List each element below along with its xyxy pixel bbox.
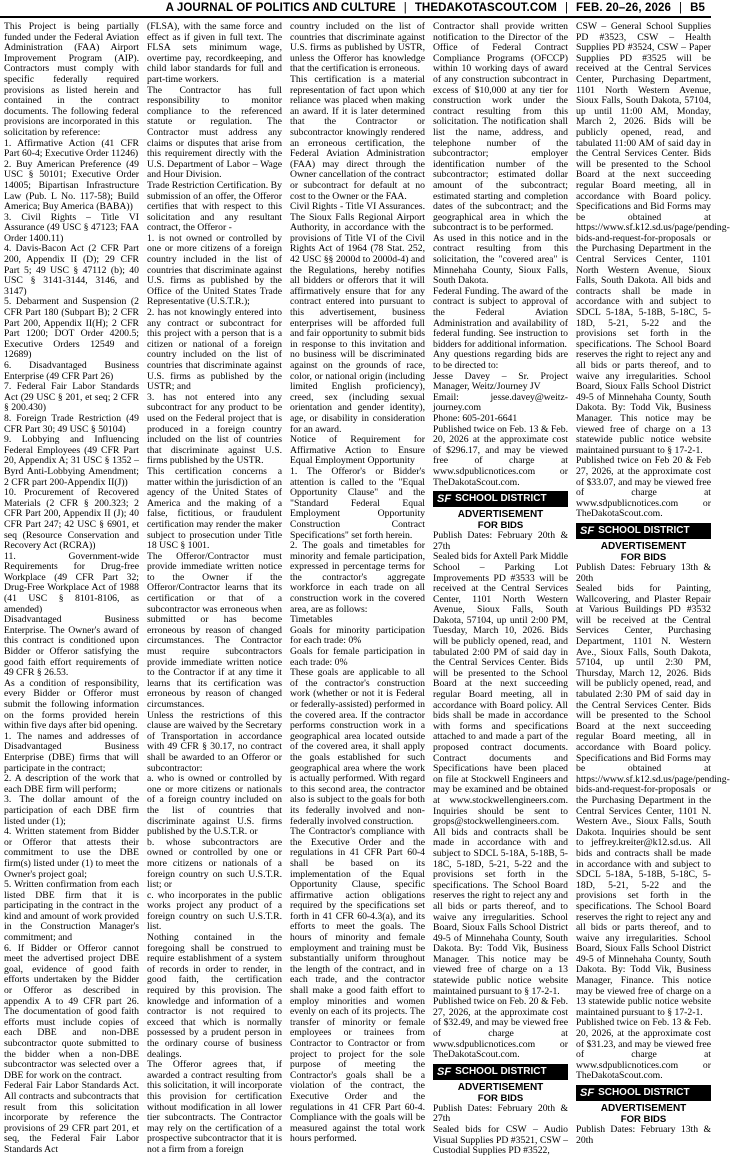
advertisement-heading: ADVERTISEMENT (457, 1081, 544, 1093)
notice-paragraph: Disadvantaged Business Enterprise. The Owner's award of this contract is conditioned upon Bidder or Offeror satisfying the good faith effort requirements of 49 CFR § 26.53. (4, 614, 139, 679)
notice-paragraph: Sealed bids for Axtell Park Middle School – Parking Lot Improvements PD #3533 will be received at the Central Services Center, 1101 North Western Avenue, Sioux Falls, South Dakota, 57104, up until 2:00 PM, Tuesday, March 10, 2026. Bids will be publicly opened, read, and tabulated 2:00 PM of said day in the Central Services Center. Bids will be presented to the School Board at the next succeeding regular Board meeting, all in accordance with Board policy. All bids shall be made in accordance with forms and specifications attached to and made a part of the proposed contract documents. Contract documents and Specifications have been placed on file at Stockwell Engineers and may be examined and be obtained at www.stockwellengineers.com. Inquiries should be sent to grops@stockwellengineers.com. All bids and contracts shall be made in accordance with and subject to SDCL 5-18A, 5-18B, 5-18C, 5-18D, 5-21, 5-22 and the provisions set forth in the specifications. The School Board reserves the right to reject any and all bids or parts thereof, and to waive any irregularities. School Board, Sioux Falls School District 49-5 of Minnehaha County, South Dakota. By: Todd Vik, Business Manager. This notice may be viewed free of charge on a 13 statewide public notice website maintained pursuant to § 17-2-1. (433, 551, 568, 997)
advertisement-subheading: FOR BIDS (477, 1092, 524, 1104)
notice-paragraph: Federal Fair Labor Standards Act. All contracts and subcontracts that result from this solicitation incorporate by reference the provisions of 29 CFR part 201, et seq, the Federal Fair Labor Standards Act (4, 1080, 139, 1155)
column-2 (147, 21, 282, 1155)
notice-paragraph: 7. Federal Fair Labor Standards Act (29 USC § 201, et seq; 2 CFR § 200.430) (4, 381, 139, 414)
sf-logo-icon: SF (580, 524, 595, 537)
notice-paragraph: Published twice on Feb. 13 & Feb. 20, 2026 at the approximate cost of $296.17, and may be viewed free of charge at www.sdpublicnotices.com or TheDakotaScout.com. (433, 423, 568, 488)
notice-paragraph: Unless the restrictions of this clause are waived by the Secretary of Transportation in accordance with 49 CFR § 30.17, no contract shall be awarded to an Offeror or subcontractor: (147, 709, 282, 774)
school-district-banner (433, 1064, 568, 1080)
notice-paragraph: 9. Lobbying and Influencing Federal Employees (49 CFR Part 20, Appendix A; 31 USC § 1352 – Byrd Anti-Lobbying Amendment; 2 CFR part 200-Appendix II(J)) (4, 434, 139, 488)
advertisement-subheading: FOR BIDS (620, 1114, 667, 1125)
notice-paragraph: This certification is a material representation of fact upon which reliance was placed when making an award. If it is later determined that the Contractor or subcontractor knowingly rendered an erroneous certification, the Federal Aviation Administration (FAA) may direct through the Owner cancellation of the contract or subcontract for default at no cost to the Owner or the FAA. (290, 73, 425, 202)
school-district-banner (576, 523, 711, 539)
banner-label: SCHOOL DISTRICT (455, 492, 547, 504)
notice-paragraph: 11. Government-wide Requirements for Drug-free Workplace (49 CFR Part 32; Drug-Free Workplace Act of 1988 (41 USC § 8101-8106, as amended) (4, 550, 139, 615)
notice-paragraph: 2. A description of the work that each DBE firm will perform; (4, 773, 139, 795)
notice-paragraph: Goals for minority participation for each trade: 0% (290, 624, 425, 647)
notice-paragraph: Email: jesse.davey@weitz-journey.com (433, 391, 568, 414)
column-1 (4, 21, 139, 1155)
notice-paragraph: country included on the list of countries that discriminate against U.S. firms as published by USTR, unless the Offeror has knowledge that the certification is erroneous. (290, 21, 425, 75)
advertisement-title (433, 509, 568, 531)
advertisement-title (433, 1082, 568, 1104)
notice-paragraph: The Contractor has full responsibility to monitor compliance to the referenced statute or regulation. The Contractor must address any claims or disputes that arise from this requirement directly with the U.S. Department of Labor – Wage and Hour Division. (147, 84, 282, 181)
notice-paragraph: Timetables (290, 614, 333, 626)
notice-paragraph: 10. Procurement of Recovered Materials (2 CFR § 200.323; 2 CFR Part 200, Appendix II (J); 40 CFR Part 247; 42 USC § 6901, et seq (Resource Conservation and Recovery Act (RCRA)) (4, 487, 139, 552)
notice-paragraph: b. whose subcontractors are owned or controlled by one or more citizens or nationals of a foreign country on such U.S.T.R. list; or (147, 836, 282, 891)
notice-paragraph: Any questions regarding bids are to be directed to: (433, 349, 568, 371)
notice-paragraph: Notice of Requirement for Affirmative Action to Ensure Equal Employment Opportunity (290, 434, 425, 467)
notice-paragraph: The Offeror/Contractor must provide immediate written notice to the Owner if the Offeror/Contractor learns that its certification or that of a subcontractor was erroneous when submitted or has become erroneous by reason of changed circumstances. The Contractor must require subcontractors provide immediate written notice to the Contractor if at any time it learns that its certification was erroneous by reason of changed circumstances. (147, 550, 282, 710)
notice-paragraph: The Offeror agrees that, if awarded a contract resulting from this solicitation, it will incorporate this provision for certification without modification in all lower tier subcontracts. The Contractor may rely on the certification of a prospective subcontractor that it is not a firm from a foreign (147, 1059, 282, 1155)
advertisement-subheading: FOR BIDS (620, 551, 667, 563)
school-district-banner (576, 1085, 711, 1101)
column-3 (290, 21, 425, 1145)
sf-logo-icon: SF (580, 1086, 595, 1099)
notice-paragraph: Trade Restriction Certification. By submission of an offer, the Offeror certifies that with respect to this solicitation and any resultant contract, the Offeror - (147, 179, 282, 234)
column-5 (576, 21, 730, 1146)
advertisement-heading: ADVERTISEMENT (457, 509, 544, 521)
notice-paragraph: Sealed bids for Painting, Wallcovering, and Plaster Repair at Various Buildings PD #3532 will be received at the Central Services Center, Purchasing Department, 1101 N. Western Ave., Sioux Falls, South Dakota, 57104, up until 2:30 PM, Thursday, March 12, 2026. Bids will be publicly opened, read, and tabulated 2:30 PM of said day in the Central Services Center. Bids will be presented to the School Board at the next succeeding regular Board meeting, all in accordance with Board policy. Specifications and Bid Forms may be obtained at https://www.sf.k12.sd.us/page/pending-bids-and-request-for-proposals or the Purchasing Department in the Central Services Center, 1101 N. Western Ave., Sioux Falls, South Dakota. Inquiries should be sent to jeffrey.kreiter@k12.sd.us. All bids and contracts shall be made in accordance with and subject to SDCL 5-18A, 5-18B, 5-18C, 5-18D, 5-21, 5-22 and the provisions set forth in the specifications. The School Board reserves the right to reject any and all bids or parts thereof, and to waive any irregularities. School Board, Sioux Falls School District 49-5 of Minnehaha County, South Dakota. By: Todd Vik, Business Manager, Finance. This notice may be viewed free of charge on a 13 statewide public notice website maintained pursuant to § 17-2-1. (576, 583, 730, 1018)
notice-paragraph: 2. Buy American Preference (49 USC § 50101; Executive Order 14005; Bipartisan Infrastructure Law (Pub. L No. 117-58); Build America; Buy America (BABA)) (4, 158, 139, 213)
sf-logo-icon: SF (437, 1065, 452, 1078)
notice-paragraph: Sealed bids for CSW – Audio Visual Supplies PD #3521, CSW – Custodial Supplies PD #3522, (433, 1124, 568, 1157)
notice-paragraph: Publish Dates: February 13th & 20th (576, 1124, 711, 1146)
notice-paragraph: (FLSA), with the same force and effect as if given in full text. The FLSA sets minimum wage, overtime pay, recordkeeping, and child labor standards for full and part-time workers. (147, 21, 282, 85)
notice-paragraph: Publish Dates: February 20th & 27th (433, 530, 568, 552)
notice-paragraph: 4. Davis-Bacon Act (2 CFR Part 200, Appendix II (D); 29 CFR Part 5; 49 USC § 47112 (b); 40 USC § 3141-3144, 3146, and 3147) (4, 243, 139, 297)
notice-paragraph: 3. The dollar amount of the participation of each DBE firm listed under (1); (4, 794, 139, 827)
header-separator: | (564, 2, 569, 14)
advertisement-heading: ADVERTISEMENT (600, 1103, 687, 1114)
advertisement-title (576, 1103, 711, 1125)
notice-paragraph: 5. Debarment and Suspension (2 CFR Part 180 (Subpart B); 2 CFR Part 200, Appendix II(H); 2 CFR Part 1200; DOT Order 4200.5; Executive Orders 12549 and 12689) (4, 296, 139, 361)
notice-paragraph: As a condition of responsibility, every Bidder or Offeror must submit the following information on the forms provided herein within five days after bid opening. (4, 677, 139, 732)
banner-label: SCHOOL DISTRICT (455, 1065, 547, 1077)
notice-paragraph: As used in this notice and in the contract resulting from this solicitation, the "covered area" is Minnehaha County, Sioux Falls, South Dakota. (433, 232, 568, 287)
notice-paragraph: 2. has not knowingly entered into any contract or subcontract for this project with a person that is a citizen or national of a foreign country included on the list of countries that discriminate against U.S. firms as published by the USTR; and (147, 307, 282, 393)
notice-paragraph: This certification concerns a matter within the jurisdiction of an agency of the United States of America and the making of a false, fictitious, or fraudulent certification may render the maker subject to prosecution under Title 18 USC § 1001. (147, 465, 282, 552)
notice-paragraph: Federal Funding. The award of the contract is subject to approval of the Federal Aviation Administration and availability of federal funding. See instruction to bidders for additional information. (433, 285, 568, 350)
advertisement-heading: ADVERTISEMENT (600, 540, 687, 552)
notice-paragraph: 1. The Offeror's or Bidder's attention is called to the "Equal Opportunity Clause" and the "Standard Federal Equal Employment Opportunity Construction Contract Specifications" set forth herein. (290, 465, 425, 541)
notice-paragraph: 1. is not owned or controlled by one or more citizens of a foreign country included in the list of countries that discriminate against U.S. firms as published by the Office of the United States Trade Representative (U.S.T.R.); (147, 232, 282, 308)
notice-paragraph: 6. Disadvantaged Business Enterprise (49 CFR Part 26) (4, 360, 139, 382)
notice-paragraph: CSW – General School Supplies PD #3523, CSW – Health Supplies PD #3524, CSW – Paper Supplies PD #3525 will be received at the Central Services Center, Purchasing Department, 1101 North Western Avenue, Sioux Falls, South Dakota, 57104, up until 11:00 AM, Monday, March 2, 2026. Bids will be publicly opened, read, and tabulated 11:00 AM of said day in the Central Services Center. Bids will be presented to the School Board at the next succeeding regular Board meeting, all in accordance with Board policy. Specifications and Bid Forms may be obtained at https://www.sf.k12.sd.us/page/pending-bids-and-request-for-proposals or the Purchasing Department in the Central Services Center, 1101 North Western Avenue, Sioux Falls, South Dakota. All bids and contracts shall be made in accordance with and subject to SDCL 5-18A, 5-18B, 5-18C, 5-18D, 5-21, 5-22 and the provisions set forth in the specifications. The School Board reserves the right to reject any and all bids or parts thereof, and to waive any irregularities. School Board, Sioux Falls School District 49-5 of Minnehaha County, South Dakota. By: Todd Vik, Business Manager. This notice may be viewed free of charge on a 13 statewide public notice website maintained pursuant to § 17-2-1. (576, 21, 730, 456)
header-page-number: B5 (690, 2, 705, 14)
notice-paragraph: Published twice on Feb 20 & Feb 27, 2026, at the approximate cost of $33.07, and may be viewed free of charge at www.sdpublicnotices.com or TheDakotaScout.com. (576, 455, 711, 520)
notice-paragraph: c. who incorporates in the public works project any product of a foreign country on such U.S.T.R. list. (147, 889, 282, 933)
notice-paragraph: The Contractor's compliance with the Executive Order and the regulations in 41 CFR Part 60-4 shall be based on its implementation of the Equal Opportunity Clause, specific affirmative action obligations required by the specifications set forth in 41 CFR 60-4.3(a), and its efforts to meet the goals. The hours of minority and female employment and training must be substantially uniform throughout the length of the contract, and in each trade, and the contractor shall make a good faith effort to employ minorities and women evenly on each of its projects. The transfer of minority or female employees or trainees from Contractor to Contractor or from project to project for the sole purpose of meeting the Contractor's goals shall be a violation of the contract, the Executive Order and the regulations in 41 CFR Part 60-4. Compliance with the goals will be measured against the total work hours performed. (290, 826, 425, 1145)
page-header (0, 0, 711, 18)
sf-logo-icon: SF (437, 492, 452, 505)
header-separator: | (679, 2, 683, 14)
notice-paragraph: These goals are applicable to all of the contractor's construction work (whether or not it is Federal or federally-assisted) performed in the covered area. If the contractor performs construction work in a geographical area located outside of the covered area, it shall apply the goals established for such geographical area where the work is actually performed. With regard to this second area, the contractor also is subject to the goals for both its federally involved and non-federally involved construction. (290, 667, 425, 827)
notice-paragraph: Publish Dates: February 20th & 27th (433, 1102, 568, 1125)
advertisement-title (576, 541, 711, 563)
notice-paragraph: This Project is being partially funded under the Federal Aviation Administration (FAA) Airport Improvement Program (AIP). Contractors must comply with specific federally required provisions as listed herein and contained in the contract documents. The following federal provisions are incorporated in this solicitation by reference: (4, 21, 139, 138)
notice-paragraph: 3. Civil Rights – Title VI Assurance (49 USC § 47123; FAA Order 1400.11) (4, 211, 139, 244)
notice-paragraph: Published twice on Feb. 13 & Feb. 20, 2026, at the approximate cost of $31.23, and may be viewed free of charge at www.sdpublicnotices.com or TheDakotaScout.com. (576, 1017, 711, 1082)
notice-paragraph: Goals for female participation in each trade: 0% (290, 646, 425, 668)
notice-paragraph: 6. If Bidder or Offeror cannot meet the advertised project DBE goal, evidence of good faith efforts undertaken by the Bidder or Offeror as described in appendix A to 49 CFR part 26. The documentation of good faith efforts must include copies of each DBE and non-DBE subcontractor quote submitted to the bidder when a non-DBE subcontractor was selected over a DBE for work on the contract. (4, 942, 139, 1081)
notice-paragraph: Publish Dates: February 13th & 20th (576, 561, 711, 584)
notice-paragraph: Civil Rights - Title VI Assurances. The Sioux Falls Regional Airport Authority, in accordance with the provisions of Title VI of the Civil Rights Act of 1964 (78 Stat. 252, 42 USC §§ 2000d to 2000d-4) and the Regulations, hereby notifies all bidders or offerors that it will affirmatively ensure that for any contract entered into pursuant to this advertisement, business enterprises will be afforded full and fair opportunity to submit bids in response to this invitation and no business will be discriminated against on the grounds of race, color, or national origin (including limited English proficiency), creed, sex (including sexual orientation and gender identity), age, or disability in consideration for an award. (290, 201, 425, 435)
header-separator: | (403, 2, 407, 14)
notice-paragraph: 5. Written confirmation from each listed DBE firm that it is participating in the contract in the kind and amount of work provided in the Construction Manager's commitment; and (4, 879, 139, 944)
notice-paragraph: Nothing contained in the foregoing shall be construed to require establishment of a system of records in order to render, in good faith, the certification required by this provision. The knowledge and information of a contractor is not required to exceed that which is normally possessed by a prudent person in the ordinary course of business dealings. (147, 932, 282, 1060)
notice-paragraph: 3. has not entered into any subcontract for any product to be used on the Federal project that is produced in a foreign country included on the list of countries that discriminate against U.S. firms published by the USTR. (147, 391, 282, 467)
notices-page (0, 18, 730, 1157)
column-4 (433, 21, 568, 1157)
banner-label: SCHOOL DISTRICT (598, 1086, 690, 1098)
header-date: FEB. 20–26, 2026 (576, 2, 671, 14)
advertisement-subheading: FOR BIDS (477, 520, 524, 532)
notice-paragraph: a. who is owned or controlled by one or more citizens or nationals of a foreign country included on the list of countries that discriminate against U.S. firms published by the U.S.T.R. or (147, 773, 282, 838)
banner-label: SCHOOL DISTRICT (598, 524, 690, 536)
notice-paragraph: 1. The names and addresses of Disadvantaged Business Enterprise (DBE) firms that will participate in the contract; (4, 730, 139, 774)
notice-paragraph: 8. Foreign Trade Restriction (49 CFR Part 30; 49 USC § 50104) (4, 412, 139, 435)
notice-paragraph: Phone: 605-201-6641 (433, 412, 518, 424)
notice-paragraph: 2. The goals and timetables for minority and female participation, expressed in percentage terms for the contractor's aggregate workforce in each trade on all construction work in the covered area, are as follows: (290, 540, 425, 615)
notice-paragraph: Published twice on Feb. 20 & Feb. 27, 2026, at the approximate cost of $32.49, and may be viewed free of charge at www.sdpublicnotices.com or TheDakotaScout.com. (433, 996, 568, 1061)
notice-paragraph: 4. Written statement from Bidder or Offeror that attests their commitment to use the DBE firm(s) listed under (1) to meet the Owner's project goal; (4, 826, 139, 880)
header-site: THEDAKOTASCOUT.COM (414, 2, 557, 14)
header-tagline: A JOURNAL OF POLITICS AND CULTURE (165, 2, 396, 14)
notice-paragraph: Jesse Davey – Sr. Project Manager, Weitz/Journey JV (433, 370, 568, 393)
notice-paragraph: Contractor shall provide written notification to the Director of the Office of Federal Contract Compliance Programs (OFCCP) within 10 working days of award of any construction subcontract in excess of $10,000 at any tier for construction work under the contract resulting from this solicitation. The notification shall list the name, address, and telephone number of the subcontractor; employer identification number of the subcontractor; estimated dollar amount of the subcontract; estimated starting and completion dates of the subcontract; and the geographical area in which the subcontract is to be performed. (433, 21, 568, 234)
notice-paragraph: 1. Affirmative Action (41 CFR Part 60-4; Executive Order 11246) (4, 137, 139, 160)
school-district-banner (433, 491, 568, 507)
